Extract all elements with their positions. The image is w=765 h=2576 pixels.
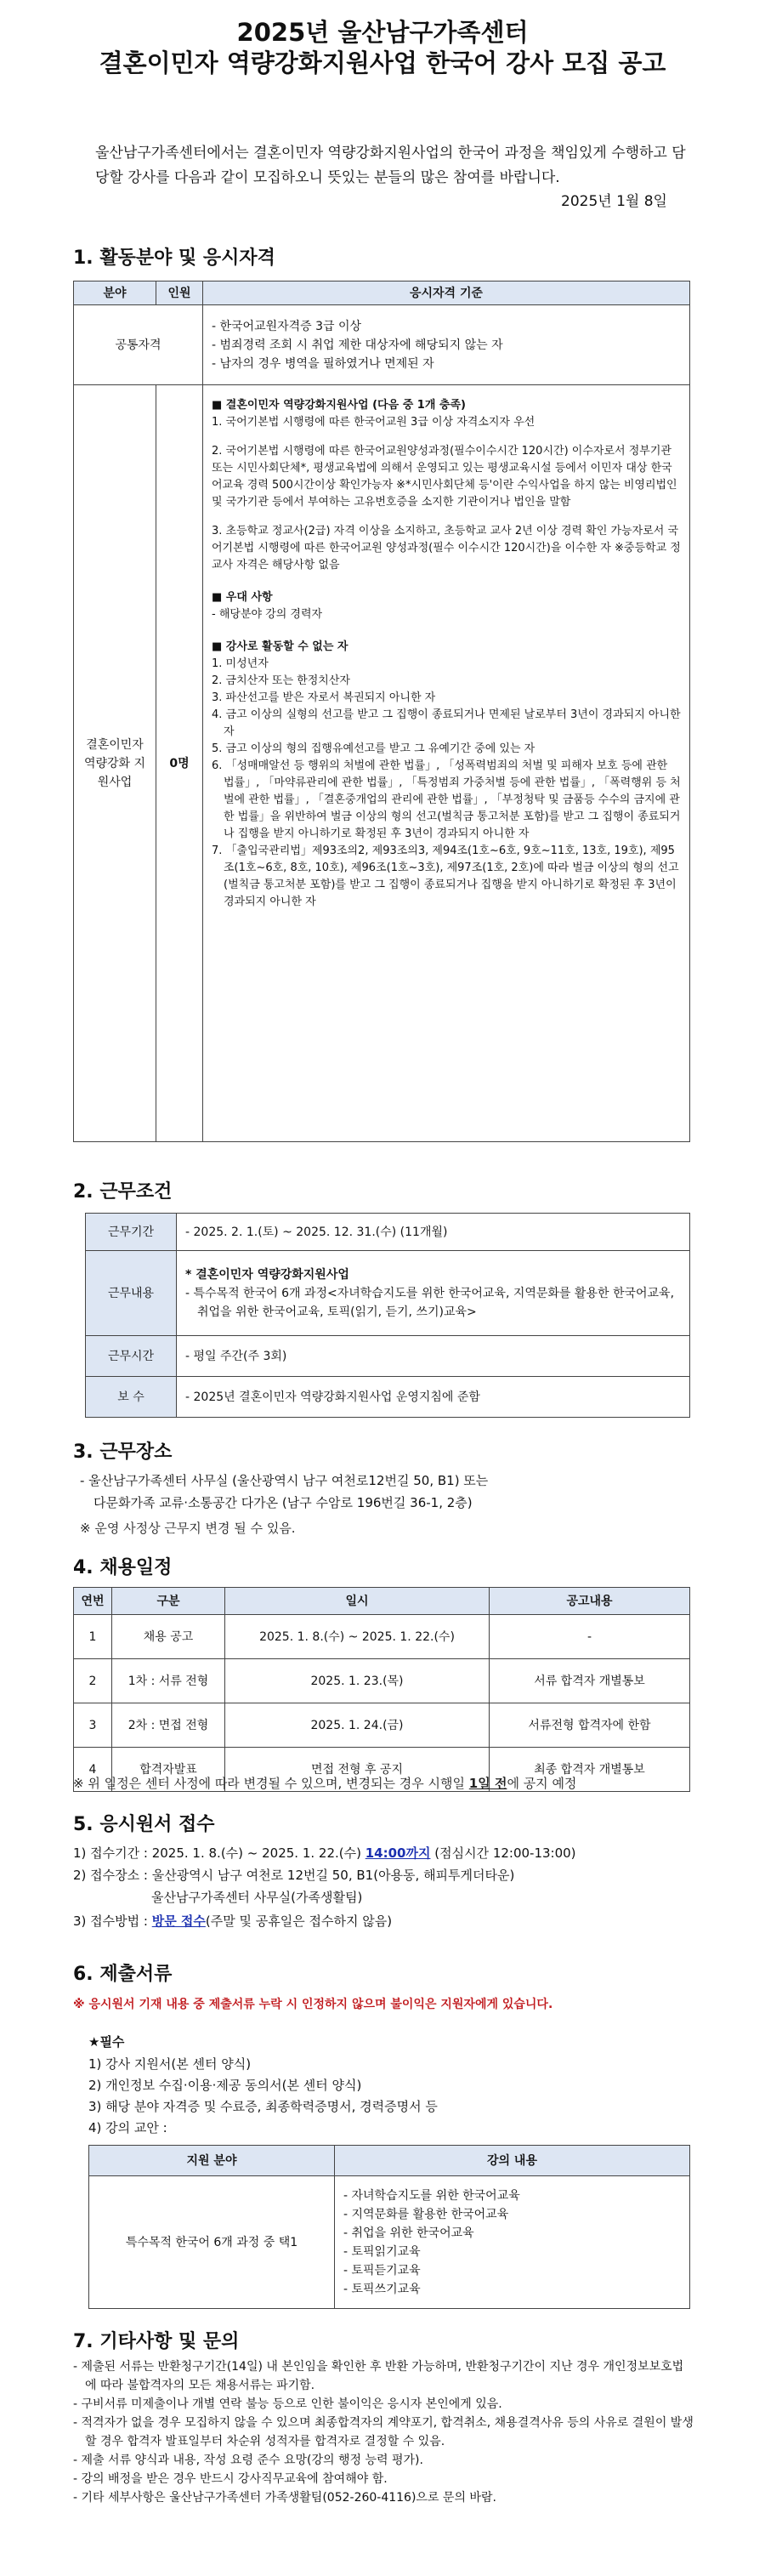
common-item: - 남자의 경우 병역을 필하였거나 면제된 자 [212, 356, 434, 371]
cell: 1차 : 서류 전형 [112, 1659, 225, 1703]
doc-item: 3) 해당 분야 자격증 및 수료증, 최종학력증명서, 경력증명서 등 [88, 2099, 438, 2114]
cell: 면접 전형 후 공지 [225, 1748, 490, 1792]
cond-label: 근무기간 [86, 1214, 177, 1251]
cell: 서류전형 합격자에 한함 [490, 1703, 690, 1748]
content-item: - 자녀학습지도를 위한 한국어교육 [343, 2188, 520, 2203]
req-title: ■ 결혼이민자 역량강화지원사업 (다음 중 1개 충족) [212, 399, 466, 412]
cell: 4 [74, 1748, 112, 1792]
schedule-note [73, 1774, 576, 1793]
section-3-title: 3. 근무장소 [73, 1442, 173, 1463]
col-field: 지원 분야 [89, 2146, 335, 2176]
cond-label: 근무내용 [86, 1251, 177, 1336]
doc-item: 1) 강사 지원서(본 센터 양식) [88, 2056, 252, 2072]
col-no: 연번 [74, 1588, 112, 1615]
disqualify-item: 5. 금고 이상의 형의 집행유예선고를 받고 그 유예기간 중에 있는 자 [212, 742, 536, 755]
apply-text: (점심시간 12:00-13:00) [430, 1845, 576, 1861]
content-item: - 토픽쓰기교육 [343, 2282, 421, 2296]
cell: - [490, 1615, 690, 1659]
col-criteria: 응시자격 기준 [203, 281, 690, 305]
required-head: ★필수 [88, 2034, 125, 2050]
work-conditions-table [85, 1213, 690, 1418]
cond-value: - 평일 주간(주 3회) [177, 1336, 690, 1377]
cell: 합격자발표 [112, 1748, 225, 1792]
notice-date: 2025년 1월 8일 [561, 193, 667, 210]
detailed-criteria [203, 385, 690, 1142]
etc-item: - 적격자가 없을 경우 모집하지 않을 수 있으며 최종합격자의 계약포기, 합격취소, 채용결격사유 등의 사유로 결원이 발생할 경우 합격자 발표일부터 차순위 성적자를 합격자로 결정할 수 있음. [73, 2416, 694, 2448]
cond-head: * 결혼이민자 역량강화지원사업 [185, 1267, 349, 1282]
disqualify-item: 4. 금고 이상의 실형의 선고를 받고 그 집행이 종료되거나 면제된 날로부터 3년이 경과되지 아니한 자 [212, 708, 681, 738]
req-item: 2. 국어기본법 시행령에 따른 한국어교원양성과정(필수이수시간 120시간) 이수자로서 정부기관 또는 시민사회단체*, 평생교육법에 의해서 운영되고 있는 평생교육시설 등에서 이민자 대상 한국어교육 경력 500시간이상 확인가능자 ※*시민사회단체 등'이란 수익사업을 하지 않는 비영리법인 및 국가기관 등에서 부여하는 고유번호증을 소지한 기관이거나 법인을 말함 [212, 445, 677, 509]
apply-period [73, 1844, 576, 1862]
qualification-table [73, 281, 690, 1142]
pref-item: - 해당분야 강의 경력자 [212, 608, 323, 621]
table-row [74, 1659, 690, 1703]
etc-item: - 강의 배정을 받은 경우 반드시 강사직무교육에 참여해야 함. [73, 2472, 388, 2486]
cond-value [177, 1251, 690, 1336]
common-criteria [203, 305, 690, 385]
cell: 2025. 1. 24.(금) [225, 1703, 490, 1748]
headcount: 0명 [156, 385, 203, 1142]
section-7-title: 7. 기타사항 및 문의 [73, 2331, 240, 2352]
content-item: - 토픽듣기교육 [343, 2263, 421, 2277]
req-item: 3. 초등학교 정교사(2급) 자격 이상을 소지하고, 초등학교 교사 2년 이상 경력 확인 가능자로서 국어기본법 시행령에 따른 한국어교원 양성과정(필수 이수시간 120시간)을 이수한 자 ※중등학교 정교사 자격은 해당사항 없음 [212, 525, 681, 571]
location-line-1: - 울산남구가족센터 사무실 (울산광역시 남구 여천로12번길 50, B1) 또는 [80, 1473, 489, 1488]
etc-item: - 제출된 서류는 반환청구기간(14일) 내 본인임을 확인한 후 반환 가능하며, 반환청구기간이 지난 경우 개인정보보호법에 따라 불합격자의 모든 채용서류는 파기함. [73, 2360, 684, 2392]
disqualify-item: 6. 「성매매알선 등 행위의 처벌에 관한 법률」, 「성폭력범죄의 처벌 및 피해자 보호 등에 관한 법률」, 「마약류관리에 관한 법률」, 「특정범죄 가중처벌 등에 관한 법률」, 「폭력행위 등 처벌에 관한 법률」, 「결혼중개업의 관리에 관한 법률」, 「부정청탁 및 금품등 수수의 금지에 관한 법률」을 위반하여 벌금 이상의 형의 선고(벌칙금 통고처분 포함)를 받고 그 집행이 종료되거나 집행을 받지 아니하기로 확정된 후 3년이 경과되지 아니한 자 [212, 759, 681, 840]
intro-paragraph: 울산남구가족센터에서는 결혼이민자 역량강화지원사업의 한국어 과정을 책임있게 수행하고 담당할 강사를 다음과 같이 모집하오니 뜻있는 분들의 많은 참여를 바랍니다. [95, 145, 686, 186]
lecture-table [88, 2145, 690, 2309]
common-item: - 범죄경력 조회 시 취업 제한 대상자에 해당되지 않는 자 [212, 338, 503, 352]
col-field: 분야 [74, 281, 156, 305]
apply-place-2: 울산남구가족센터 사무실(가족생활팀) [151, 1890, 363, 1905]
disqualify-item: 7. 「출입국관리법」제93조의2, 제93조의3, 제94조(1호~6호, 9호~11호, 13호, 19호), 제95조(1호~6호, 8호, 10호), 제96조(1호~3호), 제97조(1호, 2호)에 따라 벌금 이상의 형의 선고(벌칙금 통고처분 포함)를 받고 그 집행이 종료되거나 집행을 받지 아니하기로 확정된 후 3년이 경과되지 아니한 자 [212, 844, 679, 908]
cell: 최종 합격자 개별통보 [490, 1748, 690, 1792]
lecture-contents [335, 2176, 690, 2309]
lecture-field: 특수목적 한국어 6개 과정 중 택1 [89, 2176, 335, 2309]
docs-warning: ※ 응시원서 기재 내용 중 제출서류 누락 시 인정하지 않으며 불이익은 지원자에게 있습니다. [73, 1998, 553, 2011]
cond-detail: - 특수목적 한국어 6개 과정<자녀학습지도를 위한 한국어교육, 지역문화를 활용한 한국어교육, 취업을 위한 한국어교육, 토픽(읽기, 듣기, 쓰기)교육> [185, 1286, 675, 1319]
cond-value: - 2025. 2. 1.(토) ~ 2025. 12. 31.(수) (11개월) [177, 1214, 690, 1251]
content-item: - 토픽읽기교육 [343, 2244, 421, 2259]
apply-text: (주말 및 공휴일은 접수하지 않음) [205, 1914, 393, 1929]
cond-label: 근무시간 [86, 1336, 177, 1377]
schedule-table [73, 1587, 690, 1792]
cell: 2025. 1. 8.(수) ~ 2025. 1. 22.(수) [225, 1615, 490, 1659]
section-5-title: 5. 응시원서 접수 [73, 1814, 215, 1835]
title-line-1: 2025년 울산남구가족센터 [236, 18, 529, 47]
disqualify-item: 1. 미성년자 [212, 657, 269, 670]
req-item: 1. 국어기본법 시행령에 따른 한국어교원 3급 이상 자격소지자 우선 [212, 416, 536, 429]
note-text: 에 공지 예정 [507, 1776, 577, 1791]
deadline: 14:00까지 [365, 1845, 431, 1861]
col-count: 인원 [156, 281, 203, 305]
location-line-2: 다문화가족 교류·소통공간 다가온 (남구 수암로 196번길 36-1, 2층) [94, 1495, 473, 1510]
disqualify-title: ■ 강사로 활동할 수 없는 자 [212, 640, 348, 653]
section-4-title: 4. 채용일정 [73, 1557, 173, 1578]
cell: 채용 공고 [112, 1615, 225, 1659]
col-date: 일시 [225, 1588, 490, 1615]
etc-list [73, 2357, 694, 2507]
col-notice: 공고내용 [490, 1588, 690, 1615]
apply-text: 1) 접수기간 : 2025. 1. 8.(수) ~ 2025. 1. 22.(수) [73, 1845, 366, 1861]
note-text: ※ 위 일정은 센터 사정에 따라 변경될 수 있으며, 변경되는 경우 시행일 [73, 1776, 469, 1791]
apply-text: 3) 접수방법 : [73, 1914, 152, 1929]
disqualify-item: 2. 금치산자 또는 한정치산자 [212, 674, 350, 687]
col-content: 강의 내용 [335, 2146, 690, 2176]
cell: 2025. 1. 23.(목) [225, 1659, 490, 1703]
section-1-title: 1. 활동분야 및 응시자격 [73, 247, 275, 269]
common-item: - 한국어교원자격증 3급 이상 [212, 319, 362, 333]
section-6-title: 6. 제출서류 [73, 1964, 173, 1985]
col-type: 구분 [112, 1588, 225, 1615]
note-emph: 1일 전 [468, 1776, 507, 1791]
disqualify-item: 3. 파산선고를 받은 자로서 복권되지 아니한 자 [212, 691, 436, 704]
cell: 1 [74, 1615, 112, 1659]
cond-value: - 2025년 결혼이민자 역량강화지원사업 운영지침에 준함 [177, 1377, 690, 1418]
doc-item: 4) 강의 교안 : [88, 2120, 167, 2135]
table-row [74, 1703, 690, 1748]
doc-item: 2) 개인정보 수집·이용·제공 동의서(본 센터 양식) [88, 2078, 362, 2093]
common-label: 공통자격 [74, 305, 203, 385]
cell: 2 [74, 1659, 112, 1703]
pref-title: ■ 우대 사항 [212, 591, 273, 604]
method-emph: 방문 접수 [151, 1914, 206, 1929]
apply-method [73, 1912, 392, 1931]
etc-item: - 구비서류 미제출이나 개별 연락 불능 등으로 인한 불이익은 응시자 본인에게 있음. [73, 2397, 502, 2411]
cell: 3 [74, 1703, 112, 1748]
cell: 서류 합격자 개별통보 [490, 1659, 690, 1703]
etc-item: - 기타 세부사항은 울산남구가족센터 가족생활팀(052-260-4116)으로 문의 바람. [73, 2491, 496, 2505]
field-label: 결혼이민자 역량강화 지원사업 [74, 385, 156, 1142]
cell: 2차 : 면접 전형 [112, 1703, 225, 1748]
cond-label: 보 수 [86, 1377, 177, 1418]
location-note: ※ 운영 사정상 근무지 변경 될 수 있음. [80, 1521, 296, 1536]
apply-place: 2) 접수장소 : 울산광역시 남구 여천로 12번길 50, B1(아용동, 해피투게더타운) [73, 1868, 515, 1883]
title-line-2: 결혼이민자 역량강화지원사업 한국어 강사 모집 공고 [99, 48, 666, 77]
section-2-title: 2. 근무조건 [73, 1181, 173, 1203]
content-item: - 지역문화를 활용한 한국어교육 [343, 2207, 509, 2221]
content-item: - 취업을 위한 한국어교육 [343, 2226, 474, 2240]
table-row [74, 1615, 690, 1659]
etc-item: - 제출 서류 양식과 내용, 작성 요령 준수 요망(강의 행정 능력 평가). [73, 2454, 423, 2467]
